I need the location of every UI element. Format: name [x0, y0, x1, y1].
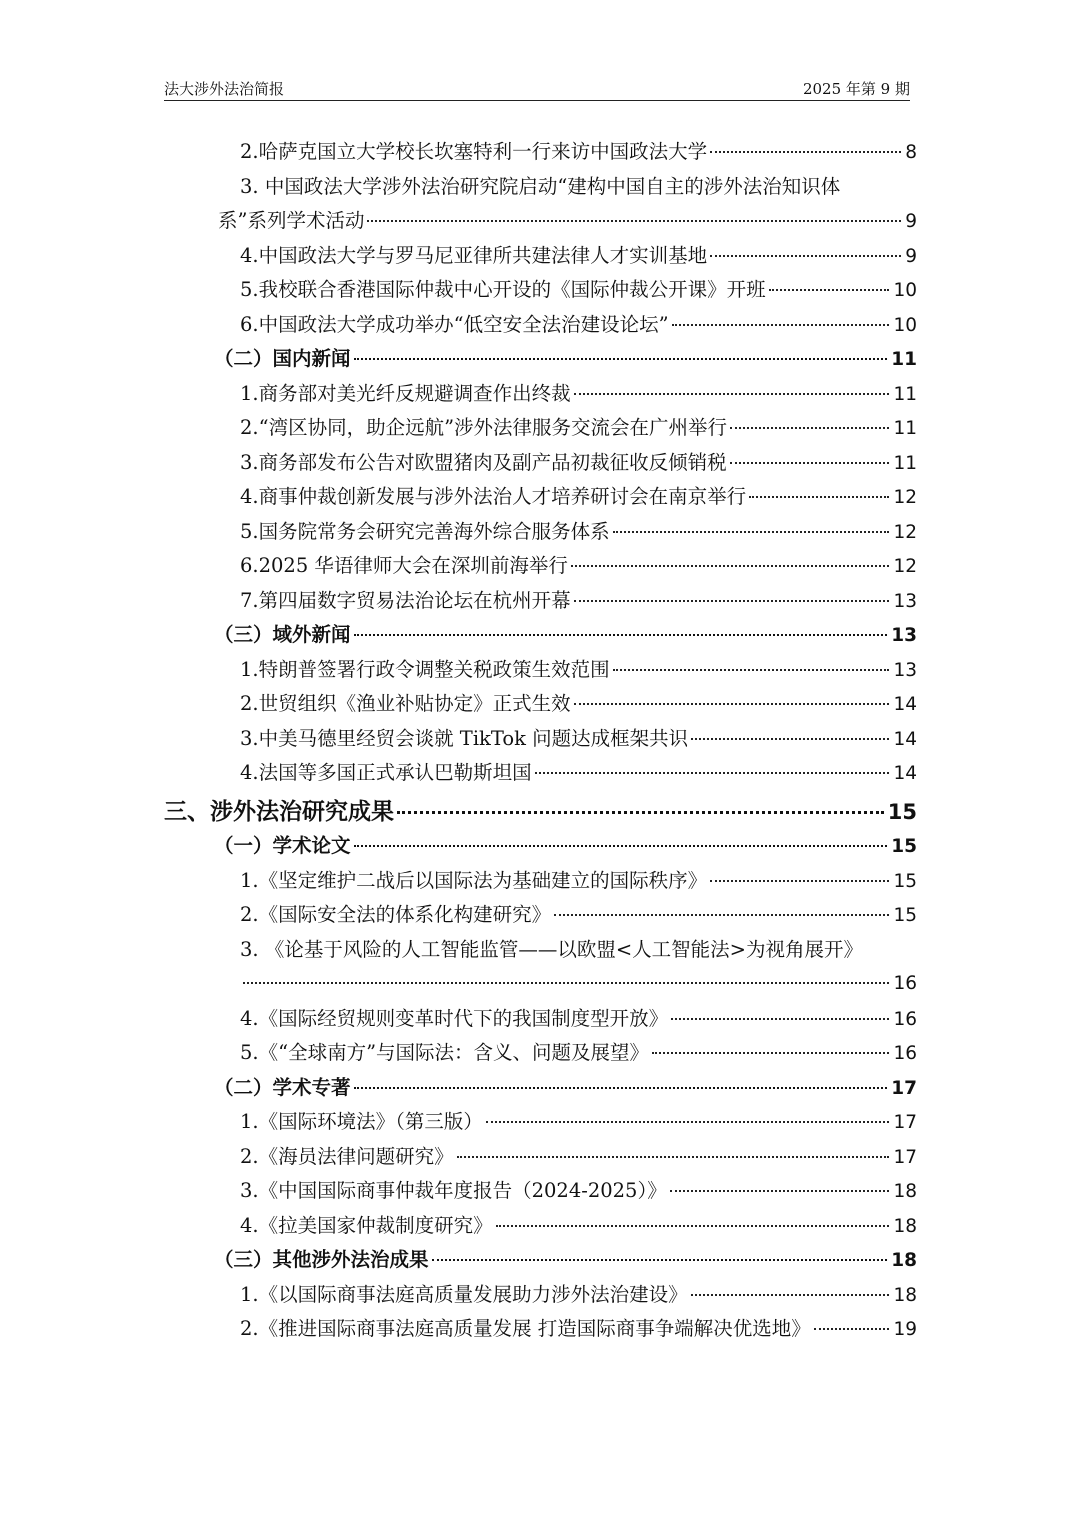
toc-entry[interactable] [240, 1312, 917, 1346]
toc-number: 5. [240, 1041, 259, 1064]
leader-dots [535, 772, 890, 774]
toc-number: 3. [240, 726, 259, 750]
toc-page-number: 15 [891, 836, 917, 857]
toc-number: （一） [214, 834, 273, 857]
toc-number: 1. [240, 1110, 259, 1133]
toc-title: 《坚定维护二战后以国际法为基础建立的国际秩序》 [258, 868, 708, 892]
toc-entry[interactable] [240, 687, 917, 721]
toc-page-number: 12 [893, 487, 917, 508]
leader-dots [243, 982, 889, 984]
toc-number: 1. [240, 868, 259, 892]
leader-dots [397, 811, 884, 814]
toc-page-number: 14 [893, 694, 917, 715]
toc-number: 2. [240, 1144, 259, 1168]
toc-entry[interactable] [240, 1002, 917, 1036]
toc-number: 6. [240, 312, 259, 336]
toc-entry-line1[interactable] [240, 170, 840, 204]
toc-number: （二） [214, 1075, 273, 1099]
toc-number: 3. [240, 450, 259, 474]
toc-title: 《论基于风险的人工智能监管——以欧盟<人工智能法>为视角展开》 [264, 937, 863, 961]
toc-title: 《海员法律问题研究》 [258, 1144, 454, 1168]
toc-title: 学术专著 [272, 1075, 351, 1099]
leader-dots [613, 531, 890, 533]
toc-number: （二） [214, 347, 273, 370]
toc-page-number: 10 [893, 314, 917, 336]
toc-title: 国务院常务会研究完善海外综合服务体系 [258, 519, 610, 543]
toc-page-number: 17 [893, 1146, 917, 1168]
toc-section[interactable] [214, 1071, 917, 1105]
toc-number: 5. [240, 278, 259, 301]
leader-dots [496, 1225, 890, 1227]
toc-page-number: 9 [905, 211, 917, 232]
toc-title: 《国际安全法的体系化构建研究》 [258, 903, 552, 926]
toc-page-number: 18 [893, 1215, 917, 1237]
toc-entry[interactable] [240, 377, 917, 411]
leader-dots [691, 1294, 890, 1296]
toc-entry[interactable] [240, 135, 917, 169]
toc-entry[interactable] [240, 864, 917, 898]
toc-entry[interactable] [240, 1209, 917, 1243]
leader-dots [671, 1018, 889, 1020]
leader-dots [710, 255, 901, 257]
leader-dots [574, 600, 890, 602]
leader-dots [710, 151, 901, 153]
toc-entry[interactable] [218, 204, 917, 238]
toc-number: 2. [240, 692, 259, 715]
toc-page-number: 16 [893, 1008, 917, 1030]
toc-page-number: 15 [893, 905, 917, 926]
toc-number: 7. [240, 588, 259, 612]
leader-dots [730, 427, 889, 429]
toc-title: 中美马德里经贸会谈就 TikTok 问题达成框架共识 [258, 726, 689, 750]
toc-title: 哈萨克国立大学校长坎塞特利一行来访中国政法大学 [258, 140, 708, 163]
toc-entry[interactable] [240, 1174, 917, 1208]
toc-title: 《国际环境法》（第三版） [258, 1110, 483, 1133]
header-issue: 2025 年第 9 期 [802, 80, 910, 98]
toc-entry[interactable] [240, 967, 917, 1001]
toc-entry-line1[interactable] [240, 933, 863, 967]
toc-section[interactable] [214, 1243, 917, 1277]
toc-number: 6. [240, 554, 259, 577]
toc-number: 4. [240, 1006, 259, 1030]
toc-page-number: 13 [893, 590, 917, 612]
toc-title: 《推进国际商事法庭高质量发展 打造国际商事争端解决优选地》 [258, 1317, 811, 1340]
toc-title: 世贸组织《渔业补贴协定》正式生效 [258, 692, 571, 715]
toc-page-number: 18 [893, 1284, 917, 1306]
toc-title: 域外新闻 [272, 623, 351, 646]
toc-page-number: 14 [893, 728, 917, 750]
toc-page-number: 15 [893, 870, 917, 892]
toc-page-number: 12 [893, 521, 917, 543]
toc-page-number: 11 [893, 383, 917, 405]
toc-number: 4. [240, 761, 259, 784]
toc-page-number: 8 [905, 142, 917, 163]
toc-page-number: 15 [887, 799, 917, 824]
toc-number: 1. [240, 657, 259, 681]
toc-page-number: 14 [893, 763, 917, 784]
toc-title: 其他涉外法治成果 [272, 1248, 429, 1271]
leader-dots [432, 1259, 888, 1261]
toc-number: 2. [240, 140, 259, 163]
toc-number: 2. [240, 1317, 259, 1340]
leader-dots [354, 845, 888, 847]
toc-entry[interactable] [240, 756, 917, 790]
toc-number: 3. [240, 937, 265, 961]
header-title: 法大涉外法治简报 [164, 80, 285, 98]
toc-page-number: 13 [891, 625, 917, 646]
toc-page-number: 17 [891, 1077, 917, 1099]
toc-entry[interactable] [240, 549, 917, 583]
toc-title: 国内新闻 [272, 347, 351, 370]
toc-entry[interactable] [240, 1278, 917, 1312]
toc-entry[interactable] [240, 308, 917, 342]
toc-page-number: 10 [893, 280, 917, 301]
toc-title: 《“全球南方”与国际法：含义、问题及展望》 [258, 1041, 650, 1064]
toc-entry[interactable] [240, 653, 917, 687]
toc-page-number: 12 [893, 556, 917, 577]
toc-entry[interactable] [240, 1140, 917, 1174]
toc-page-number: 17 [893, 1112, 917, 1133]
toc-entry[interactable] [240, 239, 917, 273]
toc-number: 4. [240, 243, 259, 267]
leader-dots [571, 565, 890, 567]
toc-entry[interactable] [240, 722, 917, 756]
leader-dots [613, 669, 890, 671]
leader-dots [457, 1156, 890, 1158]
leader-dots [554, 914, 889, 916]
toc-title: 中国政法大学与罗马尼亚律所共建法律人才实训基地 [258, 243, 708, 267]
toc-title: 中国政法大学成功举办“低空安全法治建设论坛” [258, 312, 669, 336]
toc-title: 《中国国际商事仲裁年度报告（2024-2025）》 [258, 1179, 667, 1202]
toc-section[interactable] [214, 618, 917, 652]
toc-chapter[interactable] [164, 795, 917, 829]
toc-number: （三） [214, 1248, 273, 1271]
toc-number: 2. [240, 903, 259, 926]
toc-title: 中国政法大学涉外法治研究院启动“建构中国自主的涉外法治知识体 [264, 174, 841, 198]
toc-section[interactable] [214, 829, 917, 863]
leader-dots [486, 1121, 890, 1123]
leader-dots [710, 880, 889, 882]
toc-entry[interactable] [240, 515, 917, 549]
toc-title: 《以国际商事法庭高质量发展助力涉外法治建设》 [258, 1282, 688, 1306]
toc-number: 1. [240, 1282, 259, 1306]
toc-title: 涉外法治研究成果 [210, 797, 394, 825]
toc-page-number: 11 [893, 452, 917, 474]
toc-title: 商务部发布公告对欧盟猪肉及副产品初裁征收反倾销税 [258, 450, 727, 474]
toc-title: 《拉美国家仲裁制度研究》 [258, 1213, 493, 1237]
toc-entry[interactable] [240, 446, 917, 480]
toc-number: 3. [240, 1179, 259, 1202]
toc-page-number: 16 [893, 1043, 917, 1064]
toc-title: 2025 华语律师大会在深圳前海举行 [258, 554, 568, 577]
toc-title: 《国际经贸规则变革时代下的我国制度型开放》 [258, 1006, 669, 1030]
toc-number: 4. [240, 1213, 259, 1237]
page-header [164, 78, 910, 101]
toc-number: 4. [240, 485, 259, 508]
toc-number: 2. [240, 416, 259, 439]
toc-title: 我校联合香港国际仲裁中心开设的《国际仲裁公开课》开班 [258, 278, 766, 301]
toc-page-number: 9 [905, 245, 917, 267]
toc-page-number: 13 [893, 659, 917, 681]
toc-page-number: 16 [893, 973, 917, 994]
leader-dots [354, 358, 888, 360]
toc-number: （三） [214, 623, 273, 646]
toc-number: 三、 [164, 797, 210, 825]
leader-dots [670, 1190, 890, 1192]
toc-number: 5. [240, 519, 259, 543]
toc-page-number: 18 [893, 1181, 917, 1202]
toc-page-number: 11 [893, 418, 917, 439]
leader-dots [652, 1052, 889, 1054]
toc-entry[interactable] [240, 1036, 917, 1070]
leader-dots [814, 1328, 890, 1330]
toc-page-number: 11 [891, 349, 917, 370]
leader-dots [691, 738, 889, 740]
leader-dots [672, 324, 890, 326]
leader-dots [574, 703, 890, 705]
toc-entry[interactable] [240, 411, 917, 445]
toc-entry[interactable] [240, 584, 917, 618]
toc-title: 法国等多国正式承认巴勒斯坦国 [258, 761, 532, 784]
leader-dots [574, 393, 890, 395]
toc-title: 特朗普签署行政令调整关税政策生效范围 [258, 657, 610, 681]
toc-section[interactable] [214, 342, 917, 376]
leader-dots [367, 220, 901, 222]
toc-title-cont: 系”系列学术活动 [218, 209, 365, 232]
toc-title: 商务部对美光纤反规避调查作出终裁 [258, 381, 571, 405]
leader-dots [354, 1087, 888, 1089]
toc-entry[interactable] [240, 273, 917, 307]
toc-title: 第四届数字贸易法治论坛在杭州开幕 [258, 588, 571, 612]
toc-title: 学术论文 [272, 834, 351, 857]
toc-page-number: 18 [891, 1250, 917, 1271]
leader-dots [769, 289, 890, 291]
toc-entry[interactable] [240, 480, 917, 514]
toc-title: 商事仲裁创新发展与涉外法治人才培养研讨会在南京举行 [258, 485, 747, 508]
leader-dots [730, 462, 890, 464]
toc-entry[interactable] [240, 898, 917, 932]
toc-title: “湾区协同，助企远航”涉外法律服务交流会在广州举行 [258, 416, 728, 439]
toc-number: 3. [240, 174, 265, 198]
leader-dots [749, 496, 889, 498]
toc-page-number: 19 [893, 1319, 917, 1340]
toc-number: 1. [240, 381, 259, 405]
leader-dots [354, 634, 888, 636]
toc-entry[interactable] [240, 1105, 917, 1139]
